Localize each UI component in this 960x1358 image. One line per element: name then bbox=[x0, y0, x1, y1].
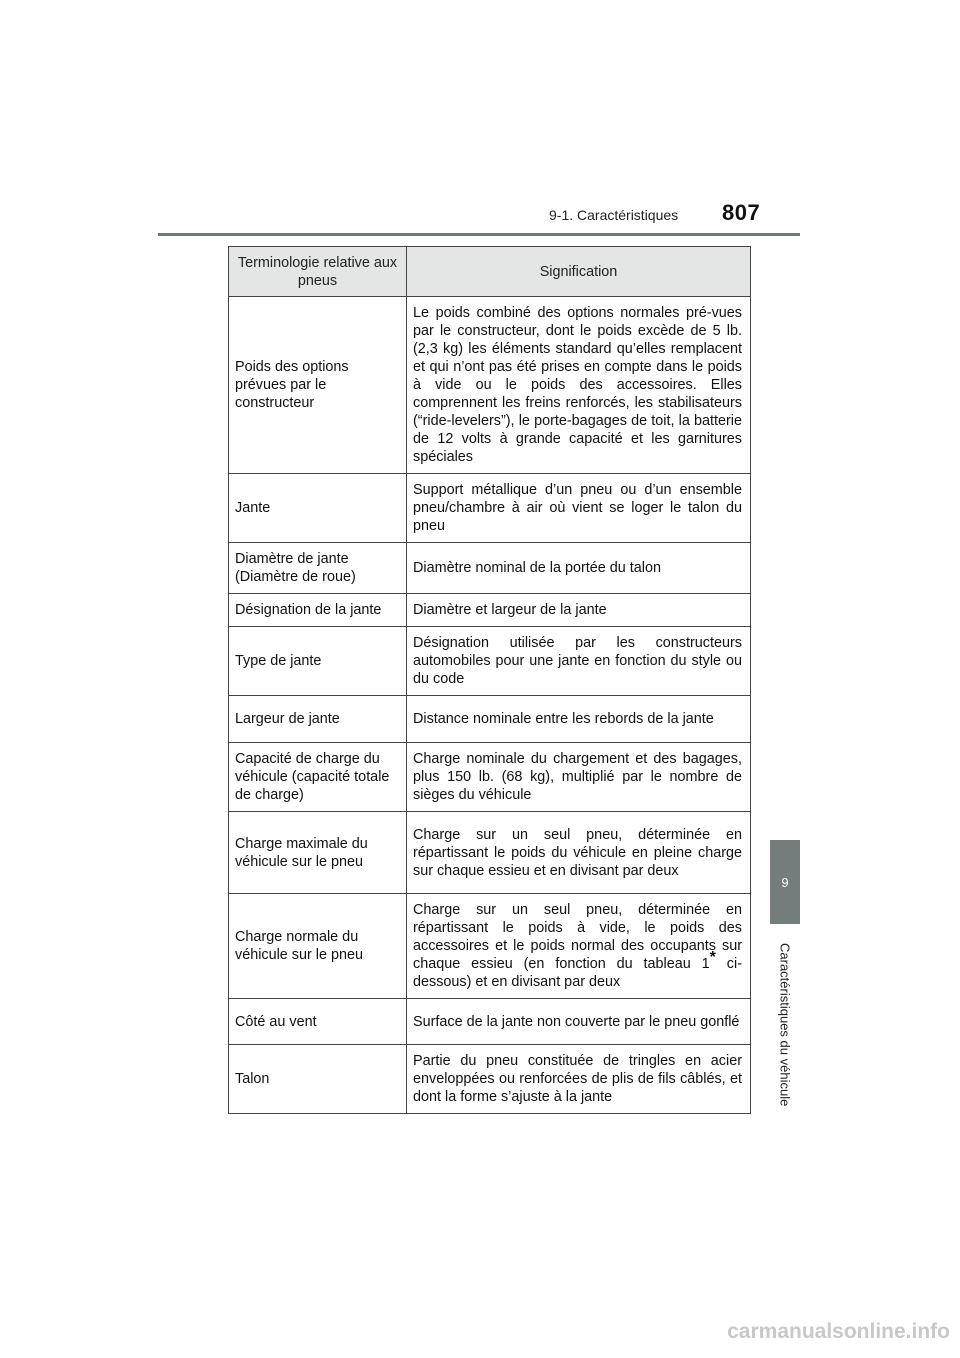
table-row bbox=[229, 474, 751, 543]
header-divider bbox=[158, 233, 800, 236]
section-title: 9-1. Caractéristiques bbox=[549, 207, 679, 223]
chapter-tab[interactable] bbox=[770, 840, 800, 924]
table-row bbox=[229, 1045, 751, 1114]
table-row bbox=[229, 627, 751, 696]
table-row bbox=[229, 999, 751, 1045]
term-cell: Poids des options prévues par le constructeur bbox=[229, 297, 407, 474]
meaning-cell: Charge nominale du chargement et des bagages, plus 150 lb. (68 kg), multiplié par le nombre de sièges du véhicule bbox=[407, 743, 751, 812]
watermark: carmanualsonline.info bbox=[727, 1320, 950, 1343]
table-row bbox=[229, 594, 751, 627]
term-cell: Charge normale du véhicule sur le pneu bbox=[229, 894, 407, 999]
chapter-side-label: Caractéristiques du véhicule bbox=[777, 943, 793, 1107]
term-cell: Désignation de la jante bbox=[229, 594, 407, 627]
term-cell: Largeur de jante bbox=[229, 696, 407, 743]
meaning-cell: Support métallique d’un pneu ou d’un ensemble pneu/chambre à air où vient se loger le talon du pneu bbox=[407, 474, 751, 543]
term-cell: Talon bbox=[229, 1045, 407, 1114]
meaning-cell: Diamètre et largeur de la jante bbox=[407, 594, 751, 627]
meaning-cell: Partie du pneu constituée de tringles en acier enveloppées ou renforcées de plis de fils câblés, et dont la forme s’ajuste à la jante bbox=[407, 1045, 751, 1114]
footnote-asterisk: * bbox=[709, 949, 716, 967]
page-number: 807 bbox=[722, 200, 761, 225]
meaning-text-start: Charge sur un seul pneu, déterminée en répartissant le poids à vide, le poids des accessoires et le poids normal des occupants sur chaque essieu (en fonction du tableau 1 bbox=[413, 902, 742, 972]
term-cell: Capacité de charge du véhicule (capacité totale de charge) bbox=[229, 743, 407, 812]
meaning-cell: Surface de la jante non couverte par le pneu gonflé bbox=[407, 999, 751, 1045]
meaning-cell: Diamètre nominal de la portée du talon bbox=[407, 543, 751, 594]
column-header-meaning: Signification bbox=[407, 247, 751, 297]
term-cell: Côté au vent bbox=[229, 999, 407, 1045]
meaning-cell: Le poids combiné des options normales pré-vues par le constructeur, dont le poids excède de 5 lb. (2,3 kg) les éléments standard qu’elles remplacent et qui n’ont pas été prises en compte dans le poids à vide ou le poids des accessoires. Elles comprennent les freins renforcés, les stabilisateurs (“ride-levelers”), le porte-bagages de toit, la batterie de 12 volts à grande capacité et les garnitures spéciales bbox=[407, 297, 751, 474]
table-row bbox=[229, 696, 751, 743]
term-cell: Type de jante bbox=[229, 627, 407, 696]
meaning-cell bbox=[407, 894, 751, 999]
meaning-cell: Désignation utilisée par les constructeurs automobiles pour une jante en fonction du style ou du code bbox=[407, 627, 751, 696]
meaning-cell: Charge sur un seul pneu, déterminée en répartissant le poids du véhicule en pleine charge sur chaque essieu et en divisant par deux bbox=[407, 812, 751, 894]
term-cell: Diamètre de jante (Diamètre de roue) bbox=[229, 543, 407, 594]
term-cell: Charge maximale du véhicule sur le pneu bbox=[229, 812, 407, 894]
meaning-cell: Distance nominale entre les rebords de la jante bbox=[407, 696, 751, 743]
meaning-text-end: ci-dessous) et en divisant par deux bbox=[413, 956, 742, 990]
chapter-tab-number: 9 bbox=[781, 874, 789, 890]
table-header-row bbox=[229, 247, 751, 297]
table-row bbox=[229, 743, 751, 812]
table-row bbox=[229, 812, 751, 894]
tire-terminology-table bbox=[228, 246, 751, 1114]
table-row bbox=[229, 894, 751, 999]
term-cell: Jante bbox=[229, 474, 407, 543]
column-header-term: Terminologie relative aux pneus bbox=[229, 247, 407, 297]
table-row bbox=[229, 543, 751, 594]
table-row bbox=[229, 297, 751, 474]
